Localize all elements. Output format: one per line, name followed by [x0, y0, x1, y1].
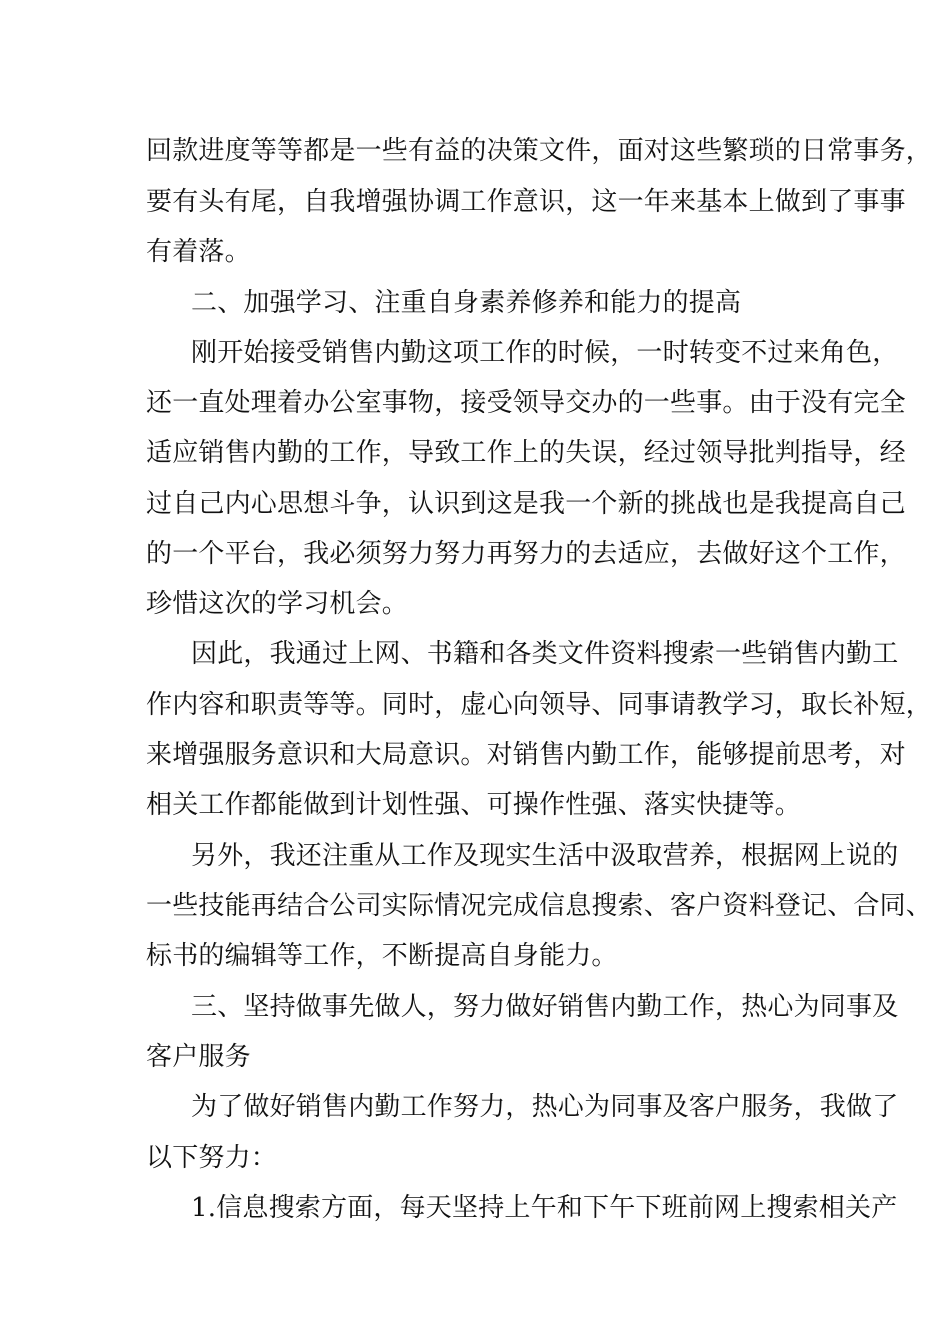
text-line-13: 来增强服务意识和大局意识。对销售内勤工作，能够提前思考，对 [146, 740, 906, 770]
text-line-6: 还一直处理着办公室事物，接受领导交办的一些事。由于没有完全 [146, 388, 906, 418]
text-line-3: 有着落。 [146, 237, 251, 267]
text-line-12: 作内容和职责等等。同时，虚心向领导、同事请教学习，取长补短， [146, 690, 933, 720]
text-line-11: 因此，我通过上网、书籍和各类文件资料搜索一些销售内勤工 [191, 639, 899, 669]
text-line-7: 适应销售内勤的工作，导致工作上的失误，经过领导批判指导，经 [146, 438, 906, 468]
text-line-1: 回款进度等等都是一些有益的决策文件，面对这些繁琐的日常事务， [146, 136, 933, 166]
text-line-2: 要有头有尾，自我增强协调工作意识，这一年来基本上做到了事事 [146, 187, 906, 217]
text-line-16: 一些技能再结合公司实际情况完成信息搜索、客户资料登记、合同、 [146, 891, 933, 921]
text-line-20: 为了做好销售内勤工作努力，热心为同事及客户服务，我做了 [191, 1092, 899, 1122]
section-heading-3: 三、坚持做事先做人，努力做好销售内勤工作，热心为同事及 [191, 992, 899, 1022]
list-item-1: 1.信息搜索方面，每天坚持上午和下午下班前网上搜索相关产 [191, 1193, 898, 1223]
text-line-5: 刚开始接受销售内勤这项工作的时候，一时转变不过来角色， [191, 338, 899, 368]
text-line-14: 相关工作都能做到计划性强、可操作性强、落实快捷等。 [146, 790, 802, 820]
section-heading-2: 二、加强学习、注重自身素养修养和能力的提高 [191, 288, 742, 318]
text-line-8: 过自己内心思想斗争，认识到这是我一个新的挑战也是我提高自己 [146, 489, 906, 519]
text-line-10: 珍惜这次的学习机会。 [146, 589, 409, 619]
text-line-19: 客户服务 [146, 1042, 251, 1072]
text-line-21: 以下努力： [146, 1143, 278, 1173]
text-line-17: 标书的编辑等工作，不断提高自身能力。 [146, 941, 618, 971]
text-line-15: 另外，我还注重从工作及现实生活中汲取营养，根据网上说的 [191, 841, 899, 871]
text-line-9: 的一个平台，我必须努力努力再努力的去适应，去做好这个工作， [146, 539, 906, 569]
